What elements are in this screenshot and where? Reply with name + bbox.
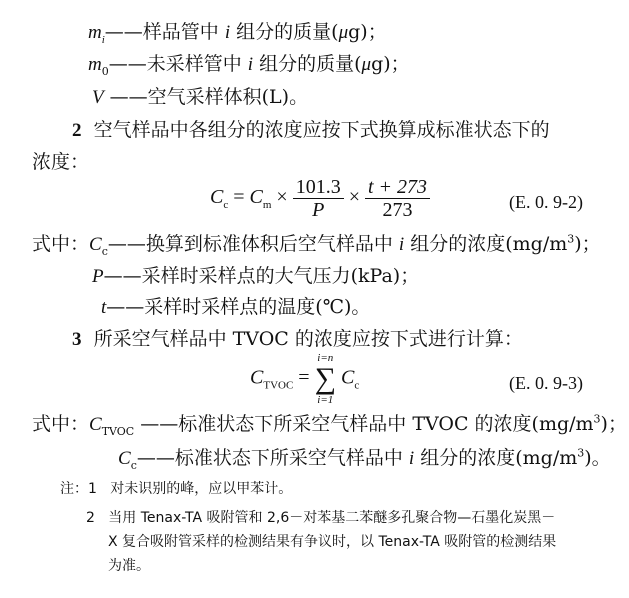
- def-cc: 式中：$C_c——$换算到标准体积后空气样品中 i 组分的浓度$(mg/m^3)$；: [32, 232, 601, 258]
- def-m0: $m_0——$未采样管中 i 组分的质量(μg)；: [88, 53, 410, 78]
- fraction-temperature: $\frac{t + 273}{273}$: [365, 176, 430, 221]
- note-2-line1: 2 当用 Tenax-TA 吸附管和 2,6－对苯基二苯醚多孔聚合物—石墨化炭黑－: [86, 510, 556, 526]
- fraction-pressure: $\frac{101.3}{P}$: [293, 176, 344, 221]
- def-p: P——采样时采样点的大气压力(kPa)；: [92, 265, 420, 287]
- equation-number-e-0-9-3: (E. 0. 9-3): [509, 373, 583, 393]
- def-ctvoc: 式中：$C_{TVOC}$ ——标准状态下所采空气样品中 TVOC 的浓度$(mg/m^3)$；: [32, 412, 627, 438]
- item-2-line1: 2 空气样品中各组分的浓度应按下式换算成标准状态下的: [72, 119, 550, 141]
- item-2-line2: 浓度：: [32, 151, 90, 173]
- def-cc-std: $C_c——$标准状态下所采空气样品中 i 组分的浓度$(mg/m^3)$。: [118, 446, 611, 472]
- item-3-line: 3 所采空气样品中 TVOC 的浓度应按下式进行计算：: [72, 328, 523, 350]
- equation-number-e-0-9-2: (E. 0. 9-2): [509, 192, 583, 212]
- def-t: t——采样时采样点的温度(℃)。: [101, 296, 371, 318]
- summation-symbol: i=n ∑ i=1: [314, 352, 336, 406]
- note-2-line2: X 复合吸附管采样的检测结果有争议时，以 Tenax-TA 吸附管的检测结果: [108, 534, 557, 550]
- def-mi: $m_i——$样品管中 i 组分的质量(μg)；: [88, 21, 387, 46]
- equation-e-0-9-3: $C_{TVOC} = i=n$ ∑ i=1 $C_c$: [250, 352, 360, 406]
- note-1: 注：1 对未识别的峰，应以甲苯计。: [60, 481, 293, 497]
- def-v: V ——空气采样体积(L)。: [92, 86, 309, 108]
- equation-e-0-9-2: $C_c = C_m$ × $\frac{101.3}{P}$ × $\frac{t + 273}{273}$: [210, 176, 430, 221]
- note-2-line3: 为准。: [108, 558, 150, 574]
